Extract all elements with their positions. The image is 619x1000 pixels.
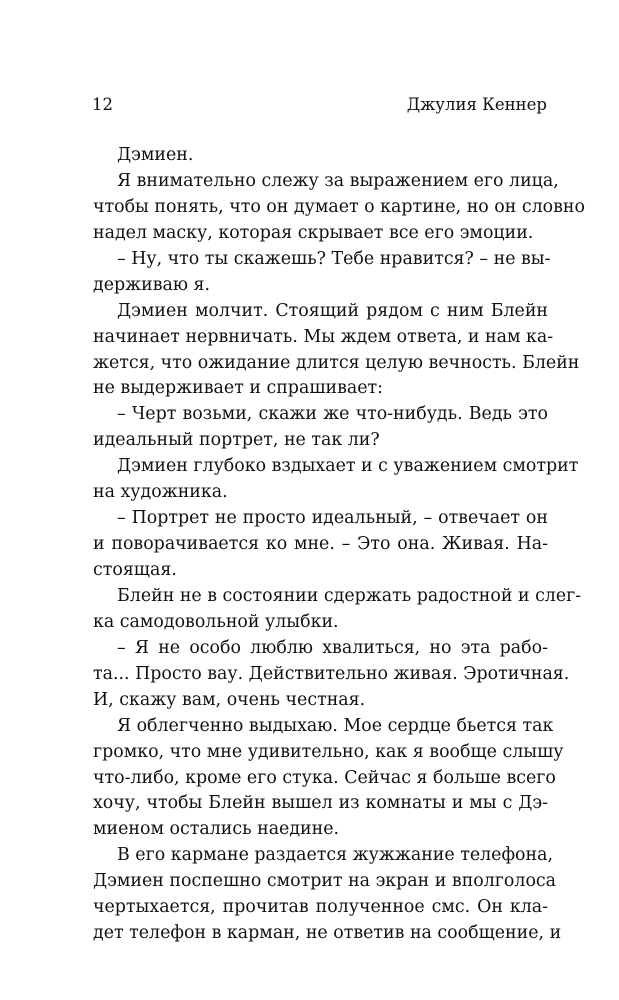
text-line: надел маску, которая скрывает все его эмоции. <box>93 222 534 243</box>
text-line: на художника. <box>93 482 228 503</box>
text-line: дет телефон в карман, не ответив на сообщение, и <box>93 923 562 944</box>
text-line: хочу, чтобы Блейн вышел из комнаты и мы с Дэ- <box>93 793 548 814</box>
running-head-author: Джулия Кеннер <box>406 95 547 114</box>
text-line: идеальный портрет, не так ли? <box>93 430 380 451</box>
text-line: держиваю я. <box>93 274 211 295</box>
text-line: громко, что мне удивительно, как я вообще слышу <box>93 741 564 762</box>
text-line: не выдерживает и спрашивает: <box>93 378 384 399</box>
text-line: В его кармане раздается жужжание телефона, <box>117 845 554 866</box>
text-line: Дэмиен глубоко вздыхает и с уважением смотрит <box>117 456 579 477</box>
text-line: ка самодовольной улыбки. <box>93 611 339 632</box>
text-line: Дэмиен поспешно смотрит на экран и вполголоса <box>93 871 557 892</box>
running-head <box>92 93 547 117</box>
text-line: та... Просто вау. Действительно живая. Эротичная. <box>93 663 570 684</box>
text-line: Блейн не в состоянии сдержать радостной и слег- <box>117 585 582 606</box>
text-line: Дэмиен молчит. Стоящий рядом с ним Блейн <box>117 300 548 321</box>
text-line: чтобы понять, что он думает о картине, но он словно <box>93 196 585 217</box>
text-line: жется, что ожидание длится целую вечность. Блейн <box>93 352 580 373</box>
text-line: чертыхается, прочитав полученное смс. Он кла- <box>93 897 548 918</box>
text-line: и поворачивается ко мне. – Это она. Живая. На- <box>93 534 548 555</box>
body-text <box>93 143 585 947</box>
text-line: Я внимательно слежу за выражением его лица, <box>117 170 559 191</box>
page-number: 12 <box>92 95 113 114</box>
text-line: миеном остались наедине. <box>93 819 340 840</box>
text-line: – Портрет не просто идеальный, – отвечает он <box>117 508 548 529</box>
text-line: – Черт возьми, скажи же что-нибудь. Ведь это <box>117 404 548 425</box>
text-line: Дэмиен. <box>117 145 194 165</box>
text-line: начинает нервничать. Мы ждем ответа, и нам ка- <box>93 326 554 347</box>
text-line: Я облегченно выдыхаю. Мое сердце бьется так <box>117 715 554 736</box>
text-line: И, скажу вам, очень честная. <box>93 689 366 710</box>
text-line: – Я не особо люблю хвалиться, но эта рабо- <box>117 637 548 658</box>
text-line: – Ну, что ты скажешь? Тебе нравится? – не вы- <box>117 248 551 269</box>
text-line: что-либо, кроме его стука. Сейчас я больше всего <box>93 767 556 788</box>
text-line: стоящая. <box>93 560 177 580</box>
